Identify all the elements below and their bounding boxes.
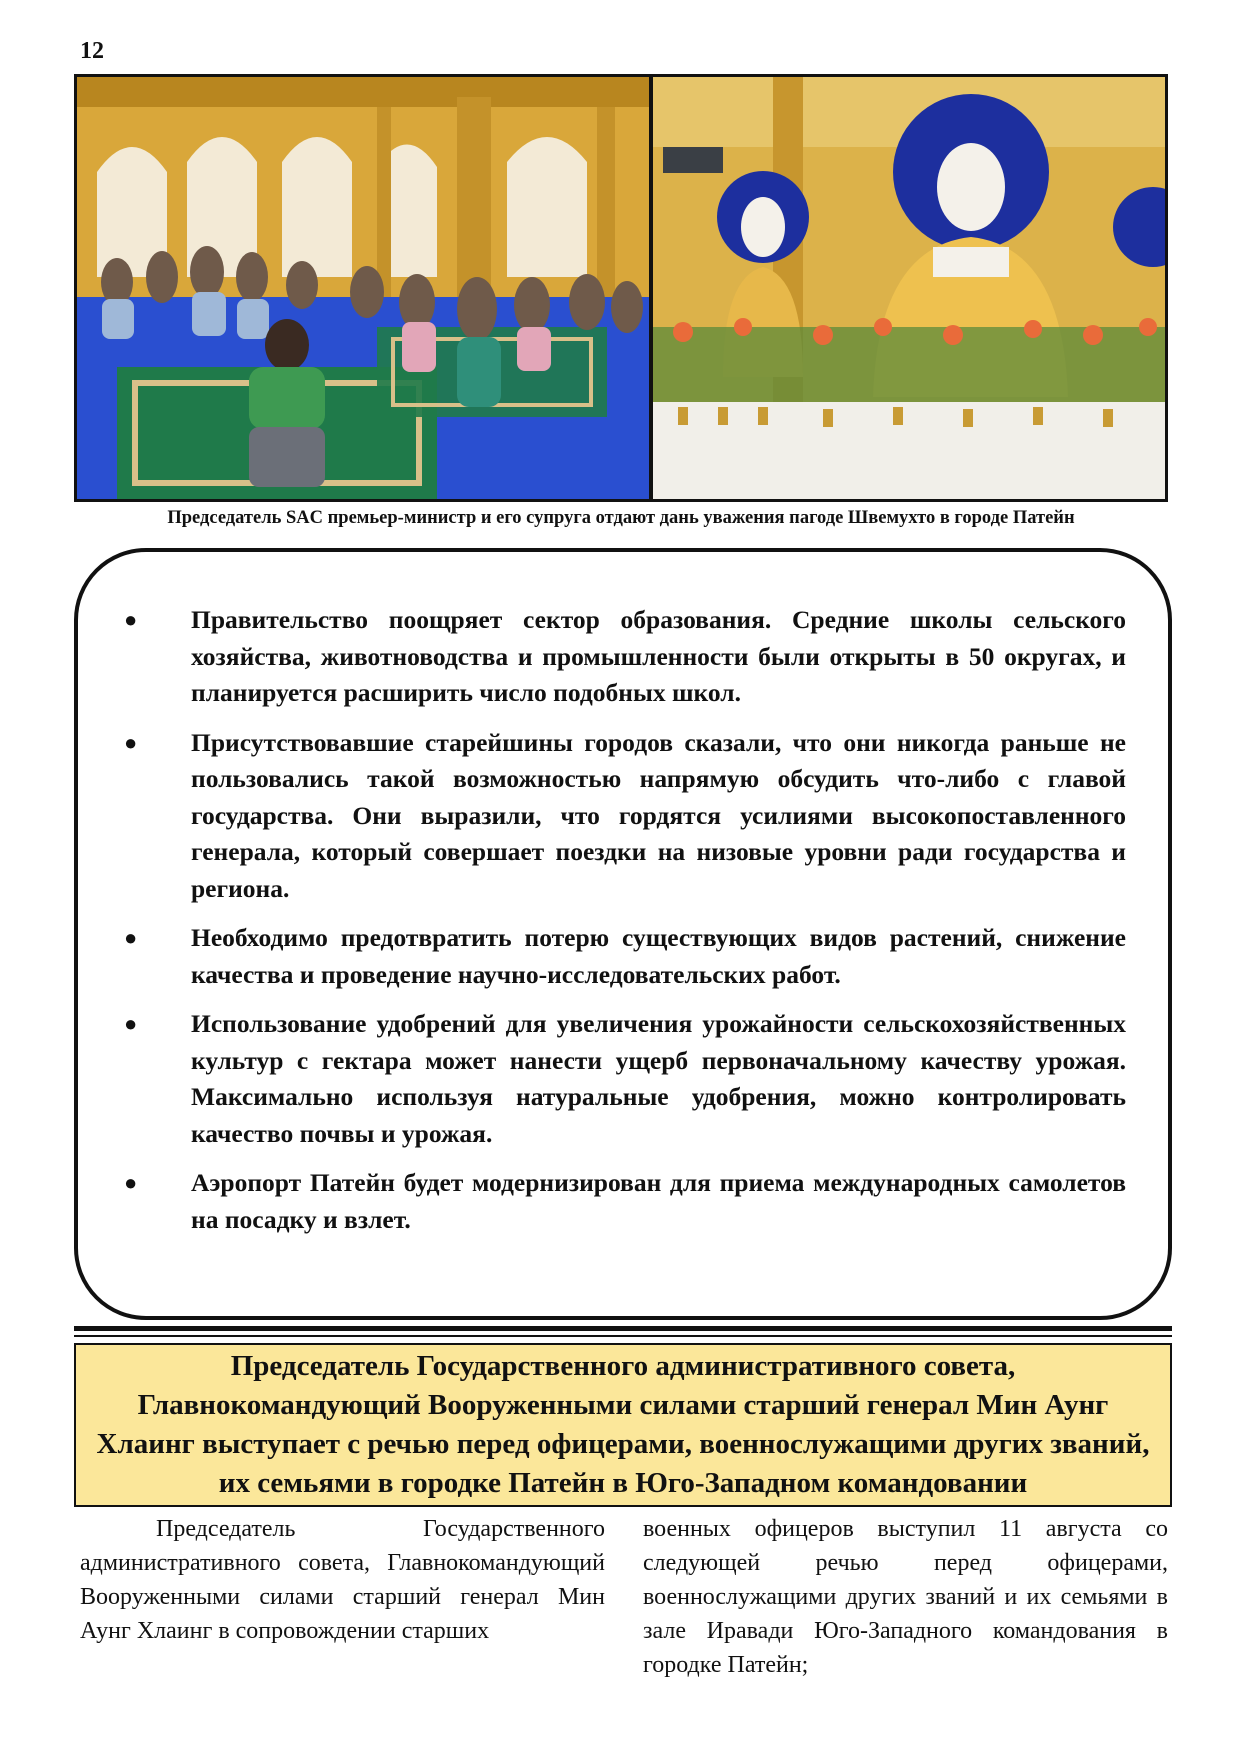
list-item xyxy=(116,1006,1126,1152)
bullet-text: Необходимо предотвратить потерю существующих видов растений, снижение качества и проведение научно-исследовательских работ. xyxy=(191,923,1126,989)
bullet-icon: ● xyxy=(124,1170,138,1195)
bullet-text: Аэропорт Патейн будет модернизирован для приема международных самолетов на посадку и взлет. xyxy=(191,1168,1126,1234)
divider xyxy=(74,1335,1172,1337)
bullet-text: Правительство поощряет сектор образования. Средние школы сельского хозяйства, животноводства и промышленности были открыты в 50 округах, и планируется расширить число подобных школ. xyxy=(191,605,1126,707)
bullet-icon: ● xyxy=(124,729,138,755)
article-body xyxy=(80,1512,1168,1682)
bullet-text: Присутствовавшие старейшины городов сказали, что они никогда раньше не пользовались такой возможностью напрямую обсудить что-либо с главой государства. Они выразили, что гордятся усилиями высокопоставленного генерала, который совершает поездки на низовые уровни ради государства и региона. xyxy=(191,727,1126,903)
photo-buddha-illustration xyxy=(653,77,1165,499)
photo-frame xyxy=(74,74,1168,502)
list-item xyxy=(116,1165,1126,1238)
article-column-2: военных офицеров выступил 11 августа со следующей речью перед офицерами, военнослужащими других званий и их семьями в зале Иравади Юго-Западного командования в городке Патейн; xyxy=(643,1516,1168,1678)
divider xyxy=(74,1326,1172,1331)
article-headline: Председатель Государственного административного совета, Главнокомандующий Вооруженными силами старший генерал Мин Аунг Хлаинг выступает с речью перед офицерами, военнослужащими других званий, их семьями в городке Патейн в Юго-Западном командовании xyxy=(96,1350,1150,1499)
list-item xyxy=(116,920,1126,993)
key-points-box xyxy=(74,548,1172,1320)
photo-caption: Председатель SAC премьер-министр и его супруга отдают дань уважения пагоде Швемухто в городе Патейн xyxy=(167,508,1075,528)
list-item xyxy=(116,602,1126,712)
headline-box xyxy=(74,1343,1172,1507)
bullet-icon: ● xyxy=(124,1011,138,1036)
photo-worshippers-illustration xyxy=(77,77,649,499)
list-item xyxy=(116,725,1126,908)
bullet-icon: ● xyxy=(124,607,138,632)
key-points-list xyxy=(116,602,1126,1238)
photo-buddha-images xyxy=(653,77,1165,499)
photo-worshippers xyxy=(77,77,649,499)
bullet-text: Использование удобрений для увеличения урожайности сельскохозяйственных культур с гектара может нанести ущерб первоначальному качеству урожая. Максимально используя натуральные удобрения, можно контролировать качество почвы и урожая. xyxy=(191,1009,1126,1148)
page-number: 12 xyxy=(80,38,104,64)
article-column-1: Председатель Государственного административного совета, Главнокомандующий Вооруженными силами старший генерал Мин Аунг Хлаинг в сопровождении старших xyxy=(80,1516,605,1644)
bullet-icon: ● xyxy=(124,925,138,950)
